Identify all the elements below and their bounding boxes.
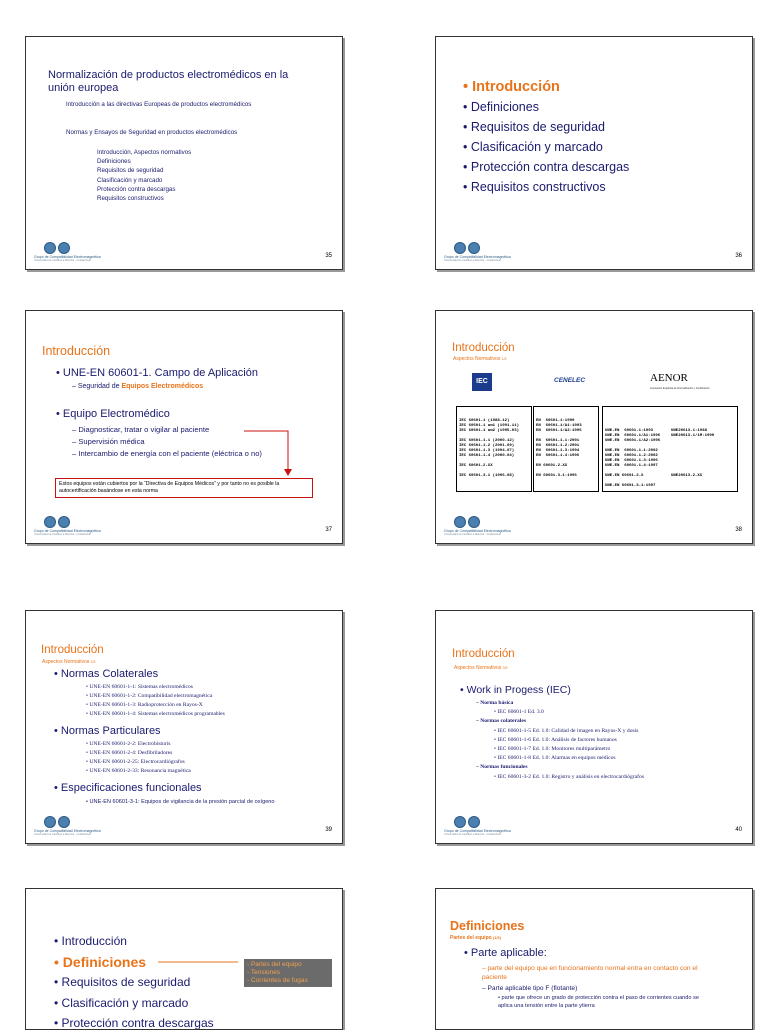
- bullet: • Work in Progess (IEC): [460, 684, 571, 696]
- group-logo: Grupo de Compatibilidad Electromagnética Universidad de Castilla-La Mancha · Ciudad Real: [444, 516, 511, 536]
- sub-bullet-list: [86, 683, 225, 719]
- arrow-icon: [26, 311, 342, 543]
- list-item: • IEC 60601-1-7 Ed. 1.0: Monitores multiparámetro: [476, 745, 644, 754]
- list-item: • IEC 60601-3-2 Ed. 1.0: Registro y análisis en electrocardiógrafos: [476, 773, 644, 782]
- sub-bullet: – Supervisión médica: [72, 436, 262, 448]
- slide-40: [435, 610, 753, 844]
- globe-icon: [44, 516, 56, 528]
- bullet: • UNE-EN 60601-1. Campo de Aplicación: [56, 367, 258, 379]
- slide-title: Introducción: [42, 344, 111, 358]
- slide-subtitle: Aspectos Normativos 3/3: [454, 665, 508, 671]
- agenda-item: • Requisitos de seguridad: [54, 972, 214, 993]
- page-number: 37: [325, 527, 332, 533]
- agenda-item: • Requisitos de seguridad: [463, 117, 629, 137]
- globe-icon: [454, 516, 466, 528]
- slide-title: Normalización de productos electromédicos en la unión europea: [48, 69, 289, 94]
- slide-title: Introducción: [452, 342, 515, 354]
- agenda-item-active: • Definiciones: [54, 952, 214, 973]
- list-item: • UNE-EN 60601-1-2: Compatibilidad electromagnética: [86, 692, 225, 701]
- agenda-item: • Introducción: [54, 931, 214, 952]
- slide-subtitle: Aspectos Normativos 2/3: [42, 659, 96, 665]
- building-icon: [468, 816, 480, 828]
- list-item: • UNE-EN 60601-2-33: Resonancia magnética: [86, 767, 191, 776]
- building-icon: [58, 242, 70, 254]
- slide-subtitle: Aspectos Normativos 1/3: [453, 356, 507, 362]
- list-item: Introducción, Aspectos normativos: [97, 149, 192, 156]
- slide-38: [435, 310, 753, 544]
- slide-title: Definiciones: [450, 919, 525, 933]
- page-number: 38: [735, 527, 742, 533]
- list-item: • UNE-EN 60601-1-4: Sistemas electromédicos programables: [86, 710, 225, 719]
- definition: – parte del equipo que en funcionamiento normal entra en contacto con el paciente: [482, 964, 712, 982]
- list-item: Protección contra descargas: [97, 185, 176, 193]
- list-item: Clasificación y marcado: [97, 176, 163, 184]
- aenor-logo: AENOR: [650, 372, 688, 384]
- list-item: • UNE-EN 60601-2-25: Electrocardiógrafos: [86, 758, 191, 767]
- page-number: 35: [325, 253, 332, 259]
- group-logo: Grupo de Compatibilidad Electromagnética Universidad de Castilla-La Mancha · Ciudad Real: [34, 516, 101, 536]
- agenda-item: • Requisitos constructivos: [463, 177, 629, 197]
- slide-title: Introducción: [452, 648, 515, 660]
- aenor-subtitle: Asociación Española de Normalización y Certificación: [650, 387, 710, 390]
- slide-subtitle: Partes del equipo (1/3): [450, 935, 501, 941]
- iec-logo: IEC: [472, 373, 492, 391]
- cenelec-logo: CENELEC: [554, 377, 586, 384]
- building-icon: [58, 516, 70, 528]
- bullet: • Especificaciones funcionales: [54, 782, 202, 794]
- slide-41: [25, 888, 343, 1030]
- sub-bullet-list: [86, 798, 275, 807]
- sub-bullet: – Diagnosticar, tratar o vigilar al paciente: [72, 424, 262, 436]
- agenda-item: • Protección contra descargas: [463, 157, 629, 177]
- list-item: • UNE-EN 60601-1-1: Sistemas electromédicos: [86, 683, 225, 692]
- globe-icon: [454, 242, 466, 254]
- definition: – Parte aplicable tipo F (flotante): [482, 985, 577, 992]
- bullet: • Parte aplicable:: [464, 947, 547, 959]
- list-item: • UNE-EN 60601-2-4: Desfibriladores: [86, 749, 191, 758]
- list-item: • UNE-EN 60601-1-3: Radioprotección en Rayos-X: [86, 701, 225, 710]
- section-heading: – Norma básica: [476, 699, 644, 708]
- une-standards: UNE-EN 60601-1:1993 UNE-EN 60601-1/A1:1996 UNE-EN 60601-1/A2:1996 UNE-EN 60601-1-1:2002 UNE-EN 60601-1-2:2002 UNE-EN 60601-1-3:1996 UNE-EN 60601-1-4:1997 UNE-EN 60601-2-X UNE-EN 60601-3-1:1997 UNE20613-1:1988 UNE20613-1/1M:1990 UNE20613-2-XX: [602, 406, 738, 492]
- list-item: • IEC 60601-1 Ed. 3.0: [476, 708, 644, 717]
- callout-box: - Partes del equipo - Tensiones - Corrientes de fugas: [244, 959, 332, 987]
- page-number: 39: [325, 827, 332, 833]
- sub-bullet: – Seguridad de Equipos Electromédicos: [72, 383, 204, 390]
- list-item: • IEC 60601-1-6 Ed. 1.0: Análisis de factores humanos: [476, 736, 644, 745]
- list-item: • IEC 60601-1-8 Ed. 1.0: Alarmas en equipos médicos: [476, 754, 644, 763]
- building-icon: [58, 816, 70, 828]
- building-icon: [468, 242, 480, 254]
- note-box: Estos equipos están cubiertos por la “Directiva de Equipos Médicos” y por tanto no es posible la autocertificación basándose en esta norma: [55, 478, 313, 498]
- agenda-item: • Protección contra descargas: [54, 1013, 214, 1030]
- slide-39: [25, 610, 343, 844]
- topic-list: [97, 148, 191, 203]
- sub-bullet: – Intercambio de energía con el paciente (eléctrica o no): [72, 448, 262, 460]
- agenda-item: • Definiciones: [463, 97, 629, 117]
- group-logo: Grupo de Compatibilidad Electromagnética Universidad de Castilla-La Mancha · Ciudad Real: [444, 816, 511, 836]
- iec-standards: IEC 60601-1 (1988-12) IEC 60601-1 am1 (1991-11) IEC 60601-1 am2 (1995-03) IEC 60601-1-1 (2000-12) IEC 60601-1-2 (2001-09) IEC 60601-1-3 (1994-07) IEC 60601-1-4 (2000-04) IEC 60601-2-XX IEC 60601-3-1 (1996-08): [456, 406, 532, 492]
- list-item: Definiciones: [97, 158, 131, 166]
- building-icon: [468, 516, 480, 528]
- slide-36: [435, 36, 753, 270]
- globe-icon: [44, 242, 56, 254]
- slide-37: [25, 310, 343, 544]
- slide-35: [25, 36, 343, 270]
- slide-42: [435, 888, 753, 1030]
- agenda-item: • Clasificación y marcado: [54, 993, 214, 1014]
- agenda-item-active: • Introducción: [463, 77, 629, 97]
- page-number: 36: [735, 253, 742, 259]
- bullet: • Equipo Electromédico: [56, 408, 170, 420]
- globe-icon: [454, 816, 466, 828]
- agenda-list: [463, 77, 629, 197]
- en-standards: EN 60601-1:1990 EN 60601-1/A1:1993 EN 60601-1/A2:1995 EN 60601-1-1:2001 EN 60601-1-2:2001 EN 60601-1-3:1994 EN 60601-1-4:1996 EN 60601-2-XX EN 60601-3-1:1996: [533, 406, 599, 492]
- agenda-item: • Clasificación y marcado: [463, 137, 629, 157]
- section-list: [476, 699, 644, 782]
- group-logo: Grupo de Compatibilidad Electromagnética Universidad de Castilla-La Mancha · Ciudad Real: [34, 242, 101, 262]
- page-number: 40: [735, 827, 742, 833]
- section-heading: – Normas colaterales: [476, 717, 644, 726]
- bullet: • Normas Particulares: [54, 725, 161, 737]
- globe-icon: [44, 816, 56, 828]
- group-logo: Grupo de Compatibilidad Electromagnética Universidad de Castilla-La Mancha · Ciudad Real: [444, 242, 511, 262]
- slide-subtitle: Introducción a las directivas Europeas de productos electromédicos: [66, 101, 252, 108]
- section-heading: – Normas funcionales: [476, 763, 644, 772]
- list-item: • parte que ofrece un grado de protección contra el paso de corrientes cuando se aplica una tensión entre la parte ytierra: [498, 995, 713, 1010]
- list-item: • UNE-EN 60601-2-2: Electrobisturís: [86, 740, 191, 749]
- group-logo: Grupo de Compatibilidad Electromagnética Universidad de Castilla-La Mancha · Ciudad Real: [34, 816, 101, 836]
- list-item: • UNE-EN 60601-3-1: Equipos de vigilancia de la presión parcial de oxígeno: [86, 798, 275, 807]
- list-item: • IEC 60601-1-5 Ed. 1.0: Calidad de imagen en Rayos-X y dosis: [476, 727, 644, 736]
- bullet: • Normas Colaterales: [54, 668, 158, 680]
- slide-subtitle: Normas y Ensayos de Seguridad en productos electromédicos: [66, 129, 238, 136]
- list-item: Requisitos de seguridad: [97, 167, 164, 175]
- list-item: Requisitos constructivos: [97, 195, 164, 203]
- slide-title: Introducción: [41, 644, 104, 656]
- sub-bullet-list: [86, 740, 191, 776]
- highlight-text: Equipos Electromédicos: [121, 383, 204, 390]
